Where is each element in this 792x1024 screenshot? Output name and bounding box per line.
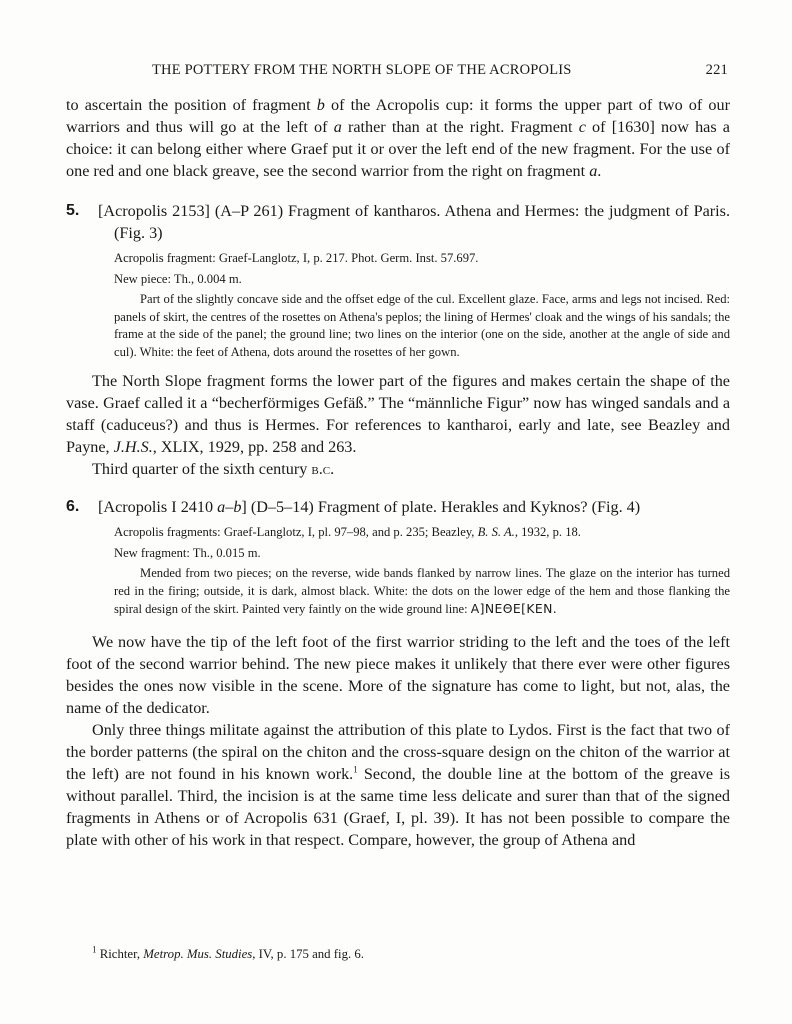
footnote-ref: 1 [353, 764, 358, 775]
entry-reference: Acropolis fragments: Graef-Langlotz, I, pl. 97–98, and p. 235; Beazley, B. S. A., 1932, p. 18. [114, 525, 581, 539]
body-paragraph: Only three things militate against the attribution of this plate to Lydos. First is the fact that two of the border patterns (the spiral on the chiton and the cross-square design on the chiton of the warrior at the left) are not found in his known work.$^1$ Second, the double line at the bottom of the greave is without parallel. Third, the incision is at the same time less delicate and surer than that of the signed fragments in Athens or of Acropolis 631 (Graef, I, pl. 39). It has not been possible to compare the plate with other of his work in that respect. Compare, however, the group of Athena and [66, 720, 731, 849]
inscription: Α]ΝΕΘΕ[ΚΕΝ. [470, 601, 558, 616]
entry-new-piece: New piece: Th., 0.004 m. [114, 271, 242, 286]
date-line: Third quarter of the sixth century b.c. [92, 460, 335, 478]
entry-heading: [Acropolis 2153] (A–P 261) Fragment of kantharos. Athena and Hermes: the judgment of Paris. (Fig. 3) [98, 202, 730, 242]
entry-description: Part of the slightly concave side and the offset edge of the cul. Excellent glaze. Face, arms and legs not incised. Red: panels of skirt, the centres of the rosettes on Athena's peplos; the lining of Hermes' cloak and the wings of his sandals; the frame at the side of the panel; the ground line; two lines on the interior (one on the side, another at the angle of side and cul). White: the feet of Athena, dots around the rosettes of her gown. [114, 292, 730, 359]
footnote-marker: 1 [92, 944, 97, 955]
entry-6-details [114, 524, 730, 619]
running-header [66, 62, 730, 82]
catalogue-entry-6 [66, 496, 730, 518]
entry-number: 5. [66, 202, 80, 219]
entry-heading: [Acropolis I 2410 a–b] (D–5–14) Fragment of plate. Herakles and Kyknos? (Fig. 4) [98, 498, 641, 516]
main-text [66, 94, 730, 851]
intro-paragraph: to ascertain the position of fragment b of the Acropolis cup: it forms the upper part of two of our warriors and thus will go at the left of a rather than at the right. Fragment c of [1630] now has a choice: it can belong either where Graef put it or over the left end of the new fragment. For the use of one red and one black greave, see the second warrior from the right on fragment a. [66, 96, 730, 180]
catalogue-entry-5 [66, 200, 730, 244]
body-paragraph: The North Slope fragment forms the lower part of the figures and makes certain the shape of the vase. Graef called it a “becherförmiges Gefäß.” The “männliche Figur” now has winged sandals and a staff (caduceus?) and thus is Hermes. For references to kantharoi, early and late, see Beazley and Payne, J.H.S., XLIX, 1929, pp. 258 and 263. [66, 372, 730, 456]
running-title: THE POTTERY FROM THE NORTH SLOPE OF THE ACROPOLIS [152, 62, 572, 78]
entry-new-fragment: New fragment: Th., 0.015 m. [114, 545, 261, 560]
page-number: 221 [705, 62, 728, 78]
entry-5-details [114, 250, 730, 361]
entry-number: 6. [66, 498, 80, 515]
body-paragraph: We now have the tip of the left foot of the first warrior striding to the left and the toes of the left foot of the second warrior behind. The new piece makes it unlikely that there ever were other figures besides the ones now visible in the scene. More of the signature has come to light, but not, alas, the name of the dedicator. [66, 632, 730, 717]
entry-reference: Acropolis fragment: Graef-Langlotz, I, p. 217. Phot. Germ. Inst. 57.697. [114, 251, 479, 265]
footnote: $^1$ Richter, Metrop. Mus. Studies, IV, p. 175 and fig. 6. [92, 944, 364, 961]
entry-description: Mended from two pieces; on the reverse, wide bands flanked by narrow lines. The glaze on the interior has turned red in the firing; outside, it is dark, almost black. White: the dots on the lower edge of the hem and those flanking the spiral design of the skirt. Painted very faintly on the wide ground line: Α]ΝΕΘΕ[ΚΕΝ. [114, 566, 730, 616]
